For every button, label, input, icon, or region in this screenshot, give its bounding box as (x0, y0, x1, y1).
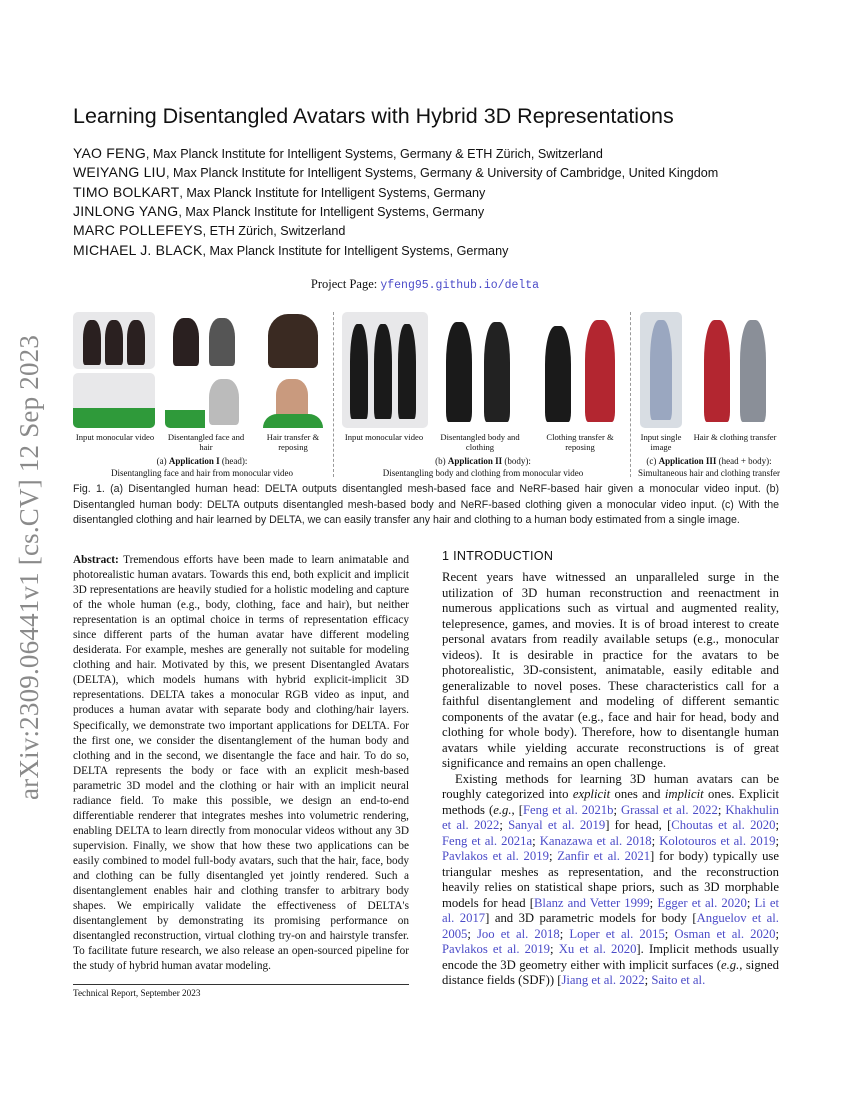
spacer (73, 974, 409, 984)
author-name: YAO FENG (73, 145, 146, 161)
text-span: ; (775, 833, 779, 848)
text-span: ; (775, 818, 779, 832)
arxiv-stamp: arXiv:2309.06441v1 [cs.CV] 12 Sep 2023 (14, 334, 44, 800)
text-span: e.g. (493, 802, 512, 817)
subcaption-a (73, 455, 331, 479)
figure-image-head-disentangled (165, 312, 247, 369)
author-name: WEIYANG LIU (73, 164, 166, 180)
figure-caption: Fig. 1. (a) Disentangled human head: DELTA outputs disentangled mesh-based face and NeRF-based hair given a monocular video input. (b) Disentangled human body: DELTA outputs disentangled mesh-based body and NeRF-based clothing given a monocular video input. (c) With the disentangled clothing and hair learned by DELTA, we can easily transfer any hair and clothing to a human body estimated from a single image. (73, 483, 779, 526)
figure-image-head-disentangled-2 (165, 373, 247, 428)
abstract-label: Abstract: (73, 554, 119, 566)
figure-image-body-input (342, 312, 428, 428)
figure-label: Input monocular video (75, 432, 155, 442)
text-span: ; (775, 926, 780, 941)
subcaption-c (634, 455, 784, 479)
citation-link[interactable]: Blanz and Vetter 1999 (533, 895, 650, 910)
author-name: MARC POLLEFEYS (73, 222, 203, 238)
text-span: ; (467, 926, 477, 941)
section-heading: 1 INTRODUCTION (442, 549, 554, 563)
figure-label: Clothing transfer & reposing (546, 432, 614, 452)
author-line (73, 145, 603, 161)
text-span: ; (664, 926, 675, 941)
text-span: ; (649, 895, 658, 910)
author-affiliation: , ETH Zürich, Switzerland (202, 224, 346, 238)
citation-link[interactable]: Grassal et al. 2022 (621, 802, 718, 817)
citation-link[interactable]: Pavlakos et al. 2019 (442, 849, 549, 863)
paper-title: Learning Disentangled Avatars with Hybrid 3D Representations (73, 104, 674, 128)
citation-link[interactable]: Xu et al. 2020 (558, 942, 637, 956)
text-span: ] and 3D parametric models for body [ (485, 911, 697, 925)
introduction-body (442, 570, 779, 989)
author-name: JINLONG YANG (73, 203, 179, 219)
subcaption-title: Application II (447, 456, 503, 466)
figure-divider (333, 312, 334, 477)
text-span: ; (717, 802, 726, 817)
citation-link[interactable]: Khakhulin et al. 2022 (442, 802, 779, 832)
figure-label: Input monocular video (344, 432, 424, 442)
paragraph: Recent years have witnessed an unparalleled surge in the utilization of 3D human reconstruction and reenactment in numerous applications such as virtual and augmented reality, telepresence, games, and movies. It is of broad interest to create personal avatars from readily available setups (e.g., monocular videos). It is desirable in practice for the avatars to be photorealistic, 3D-consistent, animatable, easily editable and generalizable to novel poses. These characteristics call for a faithful disentanglement and modeling of different semantic components of the avatar (e.g., face and hair for head, body and clothing for whole body). Therefore, how to disentangle human avatars while yielding accurate reconstructions is of great significance and remains an open challenge. (442, 570, 779, 770)
figure-image-head-input (73, 312, 155, 369)
text-span: ; (613, 802, 621, 817)
figure-image-hair-clothing-transfer (690, 312, 778, 428)
footnote: Technical Report, September 2023 (73, 988, 201, 999)
author-line (73, 242, 508, 258)
text-span: ] for body) typically use triangular meshes as representation, and the reconstruction heavily relies on statistical shape priors, such as 3D morphable models for head [ (442, 849, 779, 910)
author-affiliation: , Max Planck Institute for Intelligent Systems, Germany (202, 244, 509, 258)
figure-divider (630, 312, 631, 477)
left-column (73, 553, 409, 999)
text-span: e.g. (720, 957, 740, 972)
subcaption-text: Disentangling face and hair from monocular video (111, 468, 293, 478)
subcaption-prefix: (b) (435, 456, 448, 466)
author-affiliation: , Max Planck Institute for Intelligent Systems, Germany & ETH Zürich, Switzerland (145, 147, 603, 161)
author-line (73, 203, 484, 219)
figure-image-head-transfer (258, 312, 328, 369)
text-span: ones. Explicit methods ( (442, 787, 779, 817)
subcaption-title: Application I (168, 456, 220, 466)
text-span: ]. Implicit methods usually encode the 3D geometry either with implicit surfaces ( (442, 942, 779, 972)
author-line (73, 184, 485, 200)
citation-link[interactable]: Jiang et al. 2022 (561, 973, 645, 987)
citation-link[interactable]: Feng et al. 2021a (442, 833, 533, 848)
subcaption-suffix: (head): (219, 456, 248, 466)
citation-link[interactable]: Sanyal et al. 2019 (508, 818, 606, 832)
author-name: MICHAEL J. BLACK (73, 242, 203, 258)
text-span: ; (532, 833, 540, 848)
citation-link[interactable]: Feng et al. 2021b (522, 802, 614, 817)
text-span: ] for head, [ (605, 818, 672, 832)
figure-label: Hair & clothing transfer (693, 432, 777, 442)
text-span: ; (548, 849, 558, 863)
text-span: ; (644, 973, 652, 987)
citation-link[interactable]: Joo et al. 2018 (477, 926, 560, 941)
subcaption-text: Simultaneous hair and clothing transfer (638, 468, 780, 478)
citation-link[interactable]: Pavlakos et al. 2019 (442, 942, 551, 956)
figure-image-head-transfer-2 (258, 373, 328, 428)
subcaption-prefix: (a) (156, 456, 169, 466)
project-page (0, 277, 850, 292)
citation-link[interactable]: Loper et al. 2015 (569, 926, 665, 941)
abstract-text: Tremendous efforts have been made to learn animatable and photorealistic human avatars. Towards this end, both explicit and implicit 3D representations are heavily studied for a holistic modeling and capture of the whole human (e.g., body, clothing, face and hair), but neither representation is an optimal choice in terms of representation efficacy since different parts of the human avatar have different modeling desiderata. For example, meshes are generally not suitable for modeling clothing and hair. Motivated by this, we present Disentangled Avatars (DELTA), which models humans with hybrid explicit-implicit 3D representations. DELTA takes a monocular RGB video as input, and produces a human avatar with separate body and clothing/hair layers. Specifically, we demonstrate two important applications for DELTA. For the first one, we consider the disentanglement of the human body and clothing and in the second, we disentangle the face and hair. To do so, DELTA represents the body or face with an explicit mesh-based parametric 3D model and the clothing or hair with an implicit neural radiance field. To make this possible, we design an end-to-end differentiable renderer that integrates meshes into volumetric rendering, enabling DELTA to learn directly from monocular videos without any 3D supervision. Finally, we show that how these two applications can be easily combined to model full-body avatars, such that the hair, face, body and clothing can be fully disentangled yet jointly rendered. Such a disentanglement enables hair and clothing transfer to arbitrary body shapes. We empirically validate the effectiveness of DELTA's disentanglement by demonstrating its promising performance on disentangled reconstruction, virtual clothing try-on and hairstyle transfer. To facilitate future research, we also release an open-sourced pipeline for the study of hybrid human avatar modeling. (73, 554, 409, 973)
subcaption-suffix: (body): (502, 456, 531, 466)
citation-link[interactable]: Li et al. 2017 (442, 895, 779, 925)
figure-label: Input single image (640, 432, 682, 452)
figure-image-body-disentangled (432, 312, 527, 428)
text-span: implicit (664, 787, 704, 801)
figure-image-head-input-2 (73, 373, 155, 428)
project-link[interactable]: yfeng95.github.io/delta (380, 279, 540, 292)
text-span: ; (499, 818, 509, 832)
author-name: TIMO BOLKART (73, 184, 180, 200)
text-span: ; (746, 895, 755, 910)
subcaption-text: Disentangling body and clothing from monocular video (382, 468, 584, 478)
footnote-rule (73, 984, 409, 985)
figure-label: Hair transfer & reposing (266, 432, 320, 452)
text-span: explicit (572, 787, 611, 801)
citation-link[interactable]: Zanfir et al. 2021 (557, 849, 651, 863)
text-span: , [ (511, 802, 523, 817)
paragraph (442, 772, 779, 989)
project-label: Project Page: (310, 277, 381, 291)
author-affiliation: , Max Planck Institute for Intelligent Systems, Germany (178, 205, 485, 219)
citation-link[interactable]: Kanazawa et al. 2018 (539, 833, 652, 848)
citation-link[interactable]: Saito et al. (651, 973, 706, 987)
citation-link[interactable]: Osman et al. 2020 (674, 926, 776, 941)
figure-label: Disentangled body and clothing (440, 432, 520, 452)
text-span: , signed distance fields (SDF)) [ (442, 957, 779, 987)
citation-link[interactable]: Kolotouros et al. 2019 (659, 833, 776, 848)
text-span: ones and (610, 787, 665, 801)
text-span: ; (651, 833, 660, 848)
figure-label: Disentangled face and hair (167, 432, 245, 452)
subcaption-b (338, 455, 628, 479)
text-span: Existing methods for learning 3D human avatars can be roughly categorized into (442, 771, 779, 801)
figure-image-body-transfer (535, 312, 625, 428)
text-span: ; (550, 942, 559, 956)
subcaption-title: Application III (658, 456, 717, 466)
author-affiliation: , Max Planck Institute for Intelligent Systems, Germany (179, 186, 486, 200)
abstract (73, 553, 409, 974)
text-span: ; (559, 926, 570, 941)
author-affiliation: , Max Planck Institute for Intelligent Systems, Germany & University of Cambridge, United Kingdom (165, 166, 719, 180)
figure-image-single-input (640, 312, 682, 428)
author-line (73, 164, 718, 180)
author-line (73, 222, 345, 238)
citation-link[interactable]: Anguelov et al. 2005 (442, 911, 779, 941)
citation-link[interactable]: Choutas et al. 2020 (671, 818, 776, 832)
subcaption-suffix: (head + body): (716, 456, 772, 466)
citation-link[interactable]: Egger et al. 2020 (657, 895, 747, 910)
subcaption-prefix: (c) (646, 456, 659, 466)
